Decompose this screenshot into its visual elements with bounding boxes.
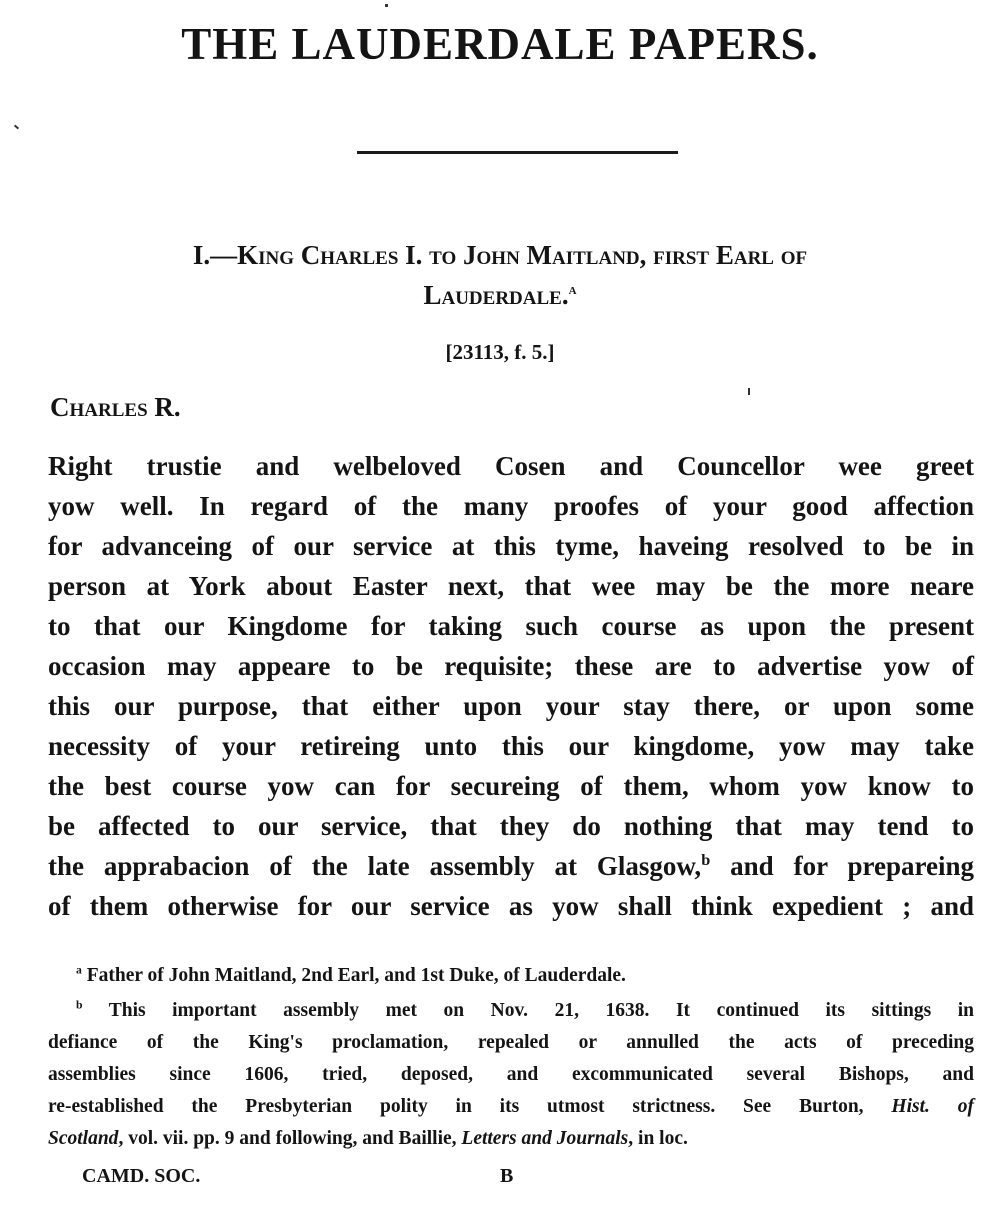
footnote-text: , in loc. (628, 1128, 688, 1149)
footnote-b-line: assemblies since 1606, tried, deposed, and excommunicated several Bishops, and (48, 1064, 974, 1085)
footnote-b-line: defiance of the King's proclamation, repealed or annulled the acts of preceding (48, 1032, 974, 1053)
footnote-text: Father of John Maitland, 2nd Earl, and 1st Duke, of Lauderdale. (86, 965, 626, 986)
footnote-b-line (48, 1125, 974, 1153)
body-line: be affected to our service, that they do nothing that may tend to (48, 811, 974, 841)
body-line: of them otherwise for our service as yow shall think expedient ; and (48, 891, 974, 921)
body-line: this our purpose, that either upon your stay there, or upon some (48, 691, 974, 721)
body-line: person at York about Easter next, that wee may be the more neare (48, 571, 974, 601)
body-line: necessity of your retireing unto this our kingdome, yow may take (48, 731, 974, 761)
footnote-b-line (48, 1093, 974, 1121)
footnote-marker: b (76, 998, 83, 1012)
footnote-italic-title: Scotland (48, 1128, 119, 1149)
scan-speck (14, 125, 19, 130)
title-rule-divider (357, 151, 678, 154)
body-line: the best course yow can for secureing of them, whom yow know to (48, 771, 974, 801)
footnote-marker-b: b (701, 851, 711, 869)
letter-heading-line-1: I.—King Charles I. to John Maitland, first Earl of (192, 240, 808, 270)
footnote-marker-a: a (568, 280, 577, 298)
scan-speck (748, 388, 750, 395)
signature-mark: B (500, 1165, 514, 1187)
signature-line: CAMD. SOC. (82, 1165, 201, 1187)
manuscript-reference: [23113, f. 5.] (445, 340, 555, 364)
body-line: to that our Kingdome for taking such course as upon the present (48, 611, 974, 641)
footnote-italic-title: Hist. of (891, 1096, 974, 1117)
page-title: THE LAUDERDALE PAPERS. (181, 19, 819, 69)
footnote-italic-title: Letters and Journals (461, 1128, 629, 1149)
scan-speck (385, 4, 388, 7)
footnote-b-line (76, 997, 974, 1025)
body-line: occasion may appeare to be requisite; these are to advertise yow of (48, 651, 974, 681)
letter-heading-line-2 (0, 280, 1000, 311)
footnote-text: , vol. vii. pp. 9 and following, and Baillie, (118, 1128, 462, 1149)
body-line: for advanceing of our service at this tyme, haveing resolved to be in (48, 531, 974, 561)
body-text: and for prepareing (710, 851, 974, 881)
body-line (48, 846, 974, 886)
body-line: yow well. In regard of the many proofes of your good affection (48, 491, 974, 521)
salutation: Charles R. (50, 392, 181, 422)
letter-heading-text: Lauderdale. (423, 280, 569, 310)
footnote-text: This important assembly met on Nov. 21, 1638. It continued its sittings in (108, 1000, 974, 1021)
body-text: the apprabacion of the late assembly at Glasgow, (48, 851, 702, 881)
footnote-marker: a (76, 963, 82, 977)
footnote-text: re-established the Presbyterian polity in its utmost strictness. See Burton, (48, 1096, 892, 1117)
footnote-a (76, 962, 974, 990)
body-line: Right trustie and welbeloved Cosen and Councellor wee greet (48, 451, 974, 481)
